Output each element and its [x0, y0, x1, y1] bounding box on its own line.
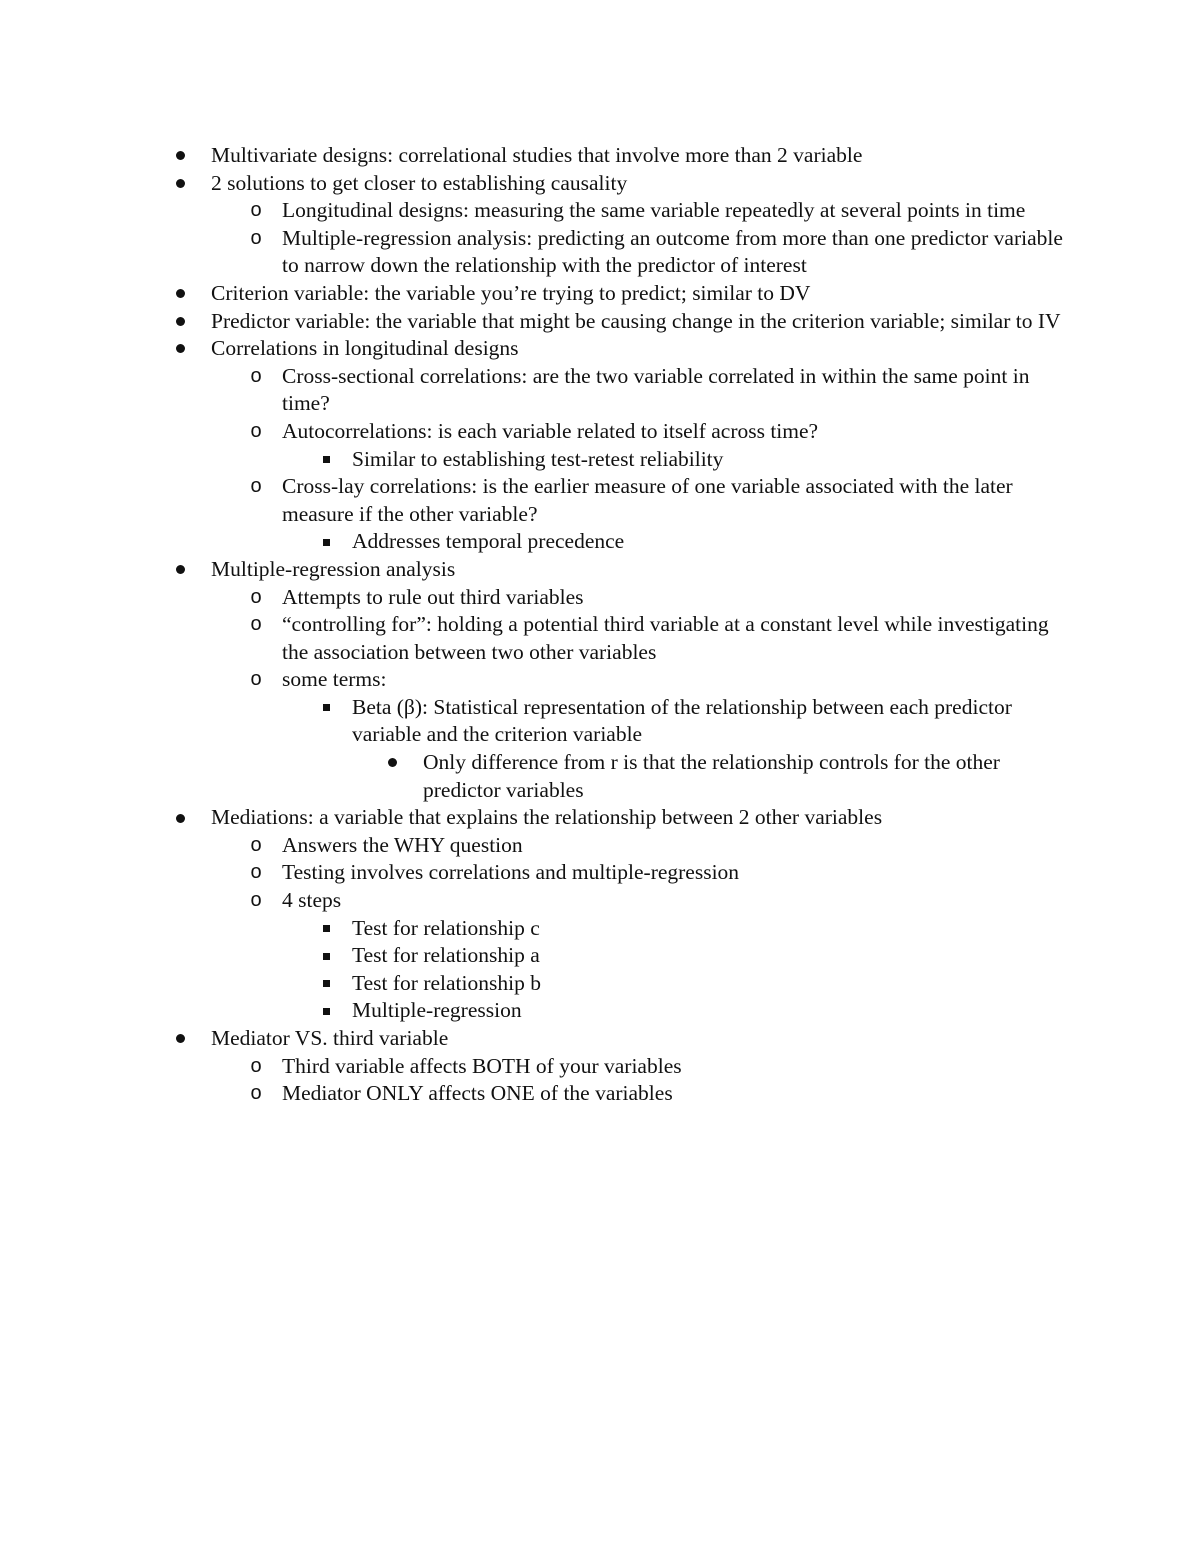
circle-bullet-icon: o	[250, 1054, 262, 1077]
list-item	[0, 970, 1071, 998]
list-item-text: Mediator ONLY affects ONE of the variables	[282, 1081, 673, 1106]
list-item	[0, 225, 1071, 280]
circle-bullet-icon: o	[250, 226, 262, 249]
square-bullet-icon	[314, 446, 338, 474]
list-item-text: some terms:	[282, 667, 387, 692]
bullet-icon	[168, 1025, 192, 1053]
circle-bullet-icon: o	[250, 475, 262, 498]
list-item-text: Correlations in longitudinal designs	[211, 336, 519, 361]
list-item-text: Multiple-regression	[352, 998, 522, 1023]
list-item	[0, 666, 1071, 694]
list-item-text: Attempts to rule out third variables	[282, 584, 584, 609]
square-bullet-icon	[314, 942, 338, 970]
list-item	[0, 142, 1071, 170]
list-item	[0, 584, 1071, 612]
circle-bullet-icon: o	[250, 419, 262, 442]
list-item	[0, 611, 1071, 666]
list-item-text: Beta (β): Statistical representation of the relationship between each predictor variable and the criterion variable	[352, 694, 1012, 747]
list-item-text: Longitudinal designs: measuring the same variable repeatedly at several points in time	[282, 198, 1026, 223]
list-item-text: “controlling for”: holding a potential third variable at a constant level while investigating the association between two other variables	[282, 612, 1049, 664]
list-item	[0, 915, 1071, 943]
list-item	[0, 1080, 1071, 1108]
list-item	[0, 887, 1071, 915]
list-item-text: Multivariate designs: correlational studies that involve more than 2 variable	[211, 143, 863, 167]
outline-list	[0, 142, 1200, 1108]
list-item-text: Test for relationship a	[352, 943, 540, 968]
list-item-text: Predictor variable: the variable that might be causing change in the criterion variable; similar to IV	[211, 308, 1061, 333]
bullet-icon	[380, 749, 404, 777]
circle-bullet-icon: o	[250, 585, 262, 608]
square-bullet-icon	[314, 528, 338, 556]
list-item-text: Test for relationship b	[352, 970, 541, 995]
circle-bullet-icon: o	[250, 1082, 262, 1105]
list-item	[0, 749, 1071, 804]
bullet-icon	[168, 556, 192, 584]
list-item	[0, 363, 1071, 418]
list-item	[0, 997, 1071, 1025]
list-item	[0, 556, 1071, 584]
circle-bullet-icon: o	[250, 833, 262, 856]
list-item-text: Third variable affects BOTH of your variables	[282, 1053, 682, 1078]
list-item	[0, 197, 1071, 225]
list-item-text: Only difference from r is that the relationship controls for the other predictor variables	[423, 750, 1000, 802]
bullet-icon	[168, 280, 192, 308]
circle-bullet-icon: o	[250, 613, 262, 636]
square-bullet-icon	[314, 915, 338, 943]
list-item	[0, 280, 1071, 308]
list-item-text: Addresses temporal precedence	[352, 529, 625, 554]
list-item-text: Mediator VS. third variable	[211, 1026, 449, 1050]
circle-bullet-icon: o	[250, 889, 262, 912]
list-item	[0, 170, 1071, 198]
circle-bullet-icon: o	[250, 861, 262, 884]
list-item-text: Cross-lay correlations: is the earlier measure of one variable associated with the later measure if the other variable?	[282, 474, 1013, 526]
list-item	[0, 804, 1071, 832]
bullet-icon	[168, 335, 192, 363]
list-item	[0, 308, 1071, 336]
list-item-text: Multiple-regression analysis: predicting an outcome from more than one predictor variable to narrow down the relationship with the predictor of interest	[282, 225, 1063, 278]
list-item-text: Similar to establishing test-retest reliability	[352, 446, 724, 471]
circle-bullet-icon: o	[250, 199, 262, 222]
list-item	[0, 1025, 1071, 1053]
list-item-text: Autocorrelations: is each variable related to itself across time?	[282, 418, 819, 443]
bullet-icon	[168, 308, 192, 336]
list-item	[0, 335, 1071, 363]
list-item-text: Cross-sectional correlations: are the two variable correlated in within the same point in time?	[282, 363, 1030, 416]
list-item-text: Answers the WHY question	[282, 832, 523, 857]
square-bullet-icon	[314, 694, 338, 722]
list-item	[0, 1053, 1071, 1081]
list-item-text: 4 steps	[282, 888, 342, 913]
list-item	[0, 832, 1071, 860]
list-item-text: Mediations: a variable that explains the relationship between 2 other variables	[211, 805, 883, 830]
bullet-icon	[168, 170, 192, 198]
square-bullet-icon	[314, 997, 338, 1025]
bullet-icon	[168, 804, 192, 832]
list-item-text: 2 solutions to get closer to establishing causality	[211, 170, 628, 195]
list-item	[0, 859, 1071, 887]
list-item	[0, 446, 1071, 474]
circle-bullet-icon: o	[250, 364, 262, 387]
list-item-text: Testing involves correlations and multiple-regression	[282, 860, 740, 885]
list-item-text: Criterion variable: the variable you’re trying to predict; similar to DV	[211, 280, 811, 305]
circle-bullet-icon: o	[250, 668, 262, 691]
list-item	[0, 473, 1071, 528]
list-item-text: Test for relationship c	[352, 915, 540, 940]
list-item	[0, 942, 1071, 970]
list-item	[0, 418, 1071, 446]
document-body	[0, 142, 1200, 1108]
list-item-text: Multiple-regression analysis	[211, 556, 456, 581]
bullet-icon	[168, 142, 192, 170]
square-bullet-icon	[314, 970, 338, 998]
list-item	[0, 528, 1071, 556]
list-item	[0, 694, 1071, 749]
